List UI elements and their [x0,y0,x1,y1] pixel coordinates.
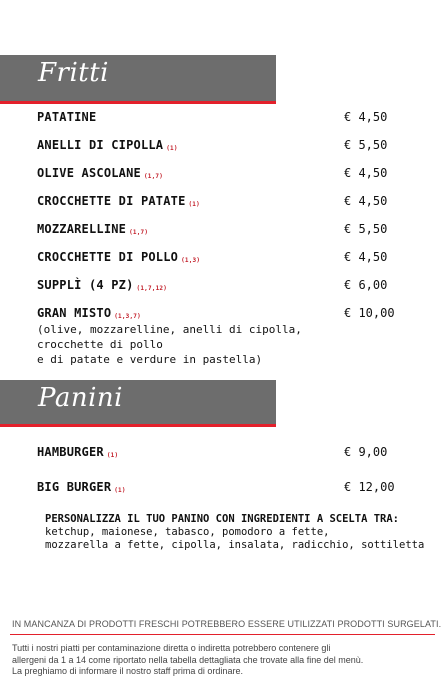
menu-item [37,138,178,152]
item-allergens: (1) [106,452,119,459]
item-allergens: (1,3,7) [114,313,141,320]
item-name: CROCCHETTE DI POLLO [37,250,179,264]
customize-line: mozzarella a fette, cipolla, insalata, radicchio, sottiletta [45,539,425,551]
description-line: e di patate e verdure in pastella) [37,353,263,366]
menu-item [37,110,96,124]
allergy-line: La preghiamo di informare il nostro staff prima di ordinare. [12,666,243,676]
item-allergens: (1,3) [181,257,201,264]
item-name: SUPPLÌ (4 PZ) [37,278,134,292]
customize-panino [45,513,425,552]
menu-item [37,480,126,494]
fritti-banner [0,55,276,101]
menu-item [37,250,200,264]
fritti-underline [0,101,276,104]
description-line: (olive, mozzarelline, anelli di cipolla, crocchette di pollo [37,323,302,351]
item-price: € 4,50 [344,194,388,208]
item-name: PATATINE [37,110,97,124]
item-price: € 10,00 [344,306,395,320]
panini-title: Panini [38,383,123,413]
allergy-line: Tutti i nostri piatti per contaminazione diretta o indiretta potrebbero contenere gli [12,643,331,653]
item-name: HAMBURGER [37,445,104,459]
item-name: ANELLI DI CIPOLLA [37,138,164,152]
customize-line: ketchup, maionese, tabasco, pomodoro a fette, [45,526,330,538]
item-price: € 12,00 [344,480,395,494]
menu-item [37,278,167,292]
item-allergens: (1) [114,487,126,494]
item-name: BIG BURGER [37,480,112,494]
gran-misto-description [37,322,347,367]
item-name: GRAN MISTO [37,306,112,320]
item-allergens: (1) [188,201,200,208]
panini-banner [0,380,276,426]
frozen-products-notice: IN MANCANZA DI PRODOTTI FRESCHI POTREBBERO ESSERE UTILIZZATI PRODOTTI SURGELATI. [12,619,442,629]
item-name: CROCCHETTE DI PATATE [37,194,186,208]
menu-item [37,445,118,459]
item-allergens: (1,7) [129,229,149,236]
item-name: MOZZARELLINE [37,222,127,236]
item-price: € 4,50 [344,250,388,264]
item-allergens: (1,7) [143,173,164,180]
item-name: OLIVE ASCOLANE [37,166,141,180]
menu-item [37,222,148,236]
item-price: € 5,50 [344,138,388,152]
fritti-title: Fritti [38,58,109,88]
customize-heading: PERSONALIZZA IL TUO PANINO CON INGREDIENTI A SCELTA TRA: [45,513,400,525]
menu-item [37,194,200,208]
item-allergens: (1,7,12) [136,285,168,292]
panini-underline [0,424,276,427]
item-price: € 4,50 [344,166,388,180]
allergy-line: allergeni da 1 a 14 come riportato nella tabella dettagliata che trovate alla fine del menù. [12,654,364,665]
menu-item [37,166,163,180]
item-price: € 6,00 [344,278,388,292]
notice-divider [10,634,435,635]
item-price: € 5,50 [344,222,388,236]
menu-item [37,306,141,320]
item-allergens: (1) [166,145,178,152]
item-price: € 4,50 [344,110,388,124]
allergy-disclaimer [12,643,437,678]
item-price: € 9,00 [344,445,388,459]
